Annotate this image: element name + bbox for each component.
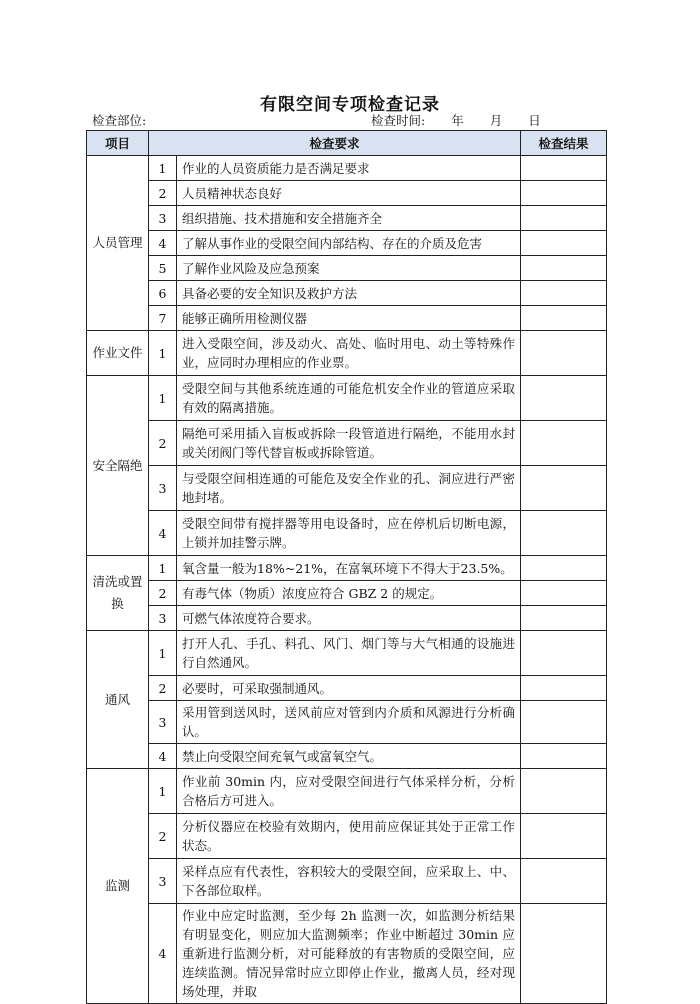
section-name: 清洗或置换 (87, 556, 149, 631)
requirement-text: 隔绝可采用插入盲板或拆除一段管道进行隔绝，不能用水封或关闭阀门等代替盲板或拆除管道。 (177, 421, 521, 466)
table-row (87, 206, 607, 231)
result-cell[interactable] (521, 256, 607, 281)
table-row (87, 256, 607, 281)
row-number: 1 (149, 769, 177, 814)
requirement-text: 了解从事作业的受限空间内部结构、存在的介质及危害 (177, 231, 521, 256)
result-cell[interactable] (521, 606, 607, 631)
header-result: 检查结果 (521, 131, 607, 156)
table-row (87, 181, 607, 206)
requirement-text: 受限空间带有搅拌器等用电设备时，应在停机后切断电源，上锁并加挂警示牌。 (177, 511, 521, 556)
result-cell[interactable] (521, 631, 607, 676)
row-number: 2 (149, 421, 177, 466)
row-number: 2 (149, 581, 177, 606)
result-cell[interactable] (521, 206, 607, 231)
table-row (87, 281, 607, 306)
section-name: 安全隔绝 (87, 376, 149, 556)
table-row (87, 331, 607, 376)
result-cell[interactable] (521, 744, 607, 769)
result-cell[interactable] (521, 281, 607, 306)
requirement-text: 人员精神状态良好 (177, 181, 521, 206)
section-name: 监测 (87, 769, 149, 1004)
table-row (87, 421, 607, 466)
requirement-text: 有毒气体（物质）浓度应符合 GBZ 2 的规定。 (177, 581, 521, 606)
requirement-text: 氧含量一般为18%~21%，在富氧环境下不得大于23.5%。 (177, 556, 521, 581)
table-row (87, 744, 607, 769)
requirement-text: 采用管到送风时，送风前应对管到内介质和风源进行分析确认。 (177, 701, 521, 744)
table-row (87, 156, 607, 181)
row-number: 3 (149, 859, 177, 904)
table-row (87, 606, 607, 631)
row-number: 7 (149, 306, 177, 331)
result-cell[interactable] (521, 376, 607, 421)
row-number: 2 (149, 676, 177, 701)
row-number: 2 (149, 814, 177, 859)
result-cell[interactable] (521, 859, 607, 904)
table-row (87, 376, 607, 421)
row-number: 3 (149, 606, 177, 631)
requirement-text: 打开人孔、手孔、料孔、风门、烟门等与大气相通的设施进行自然通风。 (177, 631, 521, 676)
inspection-time-label: 检查时间: (371, 113, 426, 128)
table-row (87, 769, 607, 814)
requirement-text: 作业中应定时监测，至少每 2h 监测一次，如监测分析结果有明显变化，则应加大监测频率；作业中断超过 30min 应重新进行监测分析，对可能释放的有害物质的受限空间，应连续监测。情况异常时应立即停止作业，撤离人员，经对现场处理，并取 (177, 904, 521, 1004)
table-row (87, 676, 607, 701)
inspection-location-label: 检查部位: (92, 113, 147, 128)
table-row (87, 466, 607, 511)
day-label: 日 (528, 113, 541, 128)
row-number: 4 (149, 231, 177, 256)
requirement-text: 组织措施、技术措施和安全措施齐全 (177, 206, 521, 231)
row-number: 3 (149, 206, 177, 231)
table-row (87, 814, 607, 859)
requirement-text: 与受限空间相连通的可能危及安全作业的孔、洞应进行严密地封堵。 (177, 466, 521, 511)
table-row (87, 859, 607, 904)
result-cell[interactable] (521, 421, 607, 466)
result-cell[interactable] (521, 556, 607, 581)
result-cell[interactable] (521, 231, 607, 256)
year-label: 年 (451, 113, 464, 128)
row-number: 3 (149, 466, 177, 511)
result-cell[interactable] (521, 306, 607, 331)
requirement-text: 必要时，可采取强制通风。 (177, 676, 521, 701)
result-cell[interactable] (521, 331, 607, 376)
table-row (87, 231, 607, 256)
section-name: 作业文件 (87, 331, 149, 376)
requirement-text: 作业前 30min 内，应对受限空间进行气体采样分析，分析合格后方可进入。 (177, 769, 521, 814)
row-number: 4 (149, 744, 177, 769)
table-row (87, 556, 607, 581)
header-requirement: 检查要求 (149, 131, 521, 156)
row-number: 1 (149, 631, 177, 676)
result-cell[interactable] (521, 904, 607, 1004)
requirement-text: 受限空间与其他系统连通的可能危机安全作业的管道应采取有效的隔离措施。 (177, 376, 521, 421)
row-number: 1 (149, 156, 177, 181)
result-cell[interactable] (521, 769, 607, 814)
table-row (87, 511, 607, 556)
requirement-text: 了解作业风险及应急预案 (177, 256, 521, 281)
section-name: 通风 (87, 631, 149, 769)
row-number: 1 (149, 376, 177, 421)
row-number: 4 (149, 511, 177, 556)
row-number: 2 (149, 181, 177, 206)
page-title: 有限空间专项检查记录 (260, 95, 440, 115)
requirement-text: 具备必要的安全知识及救护方法 (177, 281, 521, 306)
inspection-table (86, 130, 607, 1004)
result-cell[interactable] (521, 511, 607, 556)
result-cell[interactable] (521, 181, 607, 206)
requirement-text: 进入受限空间，涉及动火、高处、临时用电、动土等特殊作业，应同时办理相应的作业票。 (177, 331, 521, 376)
inspection-time (371, 111, 563, 129)
requirement-text: 禁止向受限空间充氧气或富氧空气。 (177, 744, 521, 769)
table-header-row (87, 131, 607, 156)
requirement-text: 分析仪器应在校验有效期内，使用前应保证其处于正常工作状态。 (177, 814, 521, 859)
row-number: 1 (149, 556, 177, 581)
table-row (87, 581, 607, 606)
requirement-text: 可燃气体浓度符合要求。 (177, 606, 521, 631)
table-row (87, 306, 607, 331)
result-cell[interactable] (521, 466, 607, 511)
section-name: 人员管理 (87, 156, 149, 331)
requirement-text: 能够正确所用检测仪器 (177, 306, 521, 331)
row-number: 1 (149, 331, 177, 376)
table-row (87, 701, 607, 744)
table-row (87, 631, 607, 676)
requirement-text: 作业的人员资质能力是否满足要求 (177, 156, 521, 181)
result-cell[interactable] (521, 701, 607, 744)
month-label: 月 (489, 113, 503, 128)
result-cell[interactable] (521, 156, 607, 181)
table-row (87, 904, 607, 1004)
row-number: 5 (149, 256, 177, 281)
result-cell[interactable] (521, 581, 607, 606)
header-item: 项目 (87, 131, 149, 156)
result-cell[interactable] (521, 814, 607, 859)
row-number: 6 (149, 281, 177, 306)
requirement-text: 采样点应有代表性，容积较大的受限空间，应采取上、中、下各部位取样。 (177, 859, 521, 904)
result-cell[interactable] (521, 676, 607, 701)
row-number: 4 (149, 904, 177, 1004)
row-number: 3 (149, 701, 177, 744)
